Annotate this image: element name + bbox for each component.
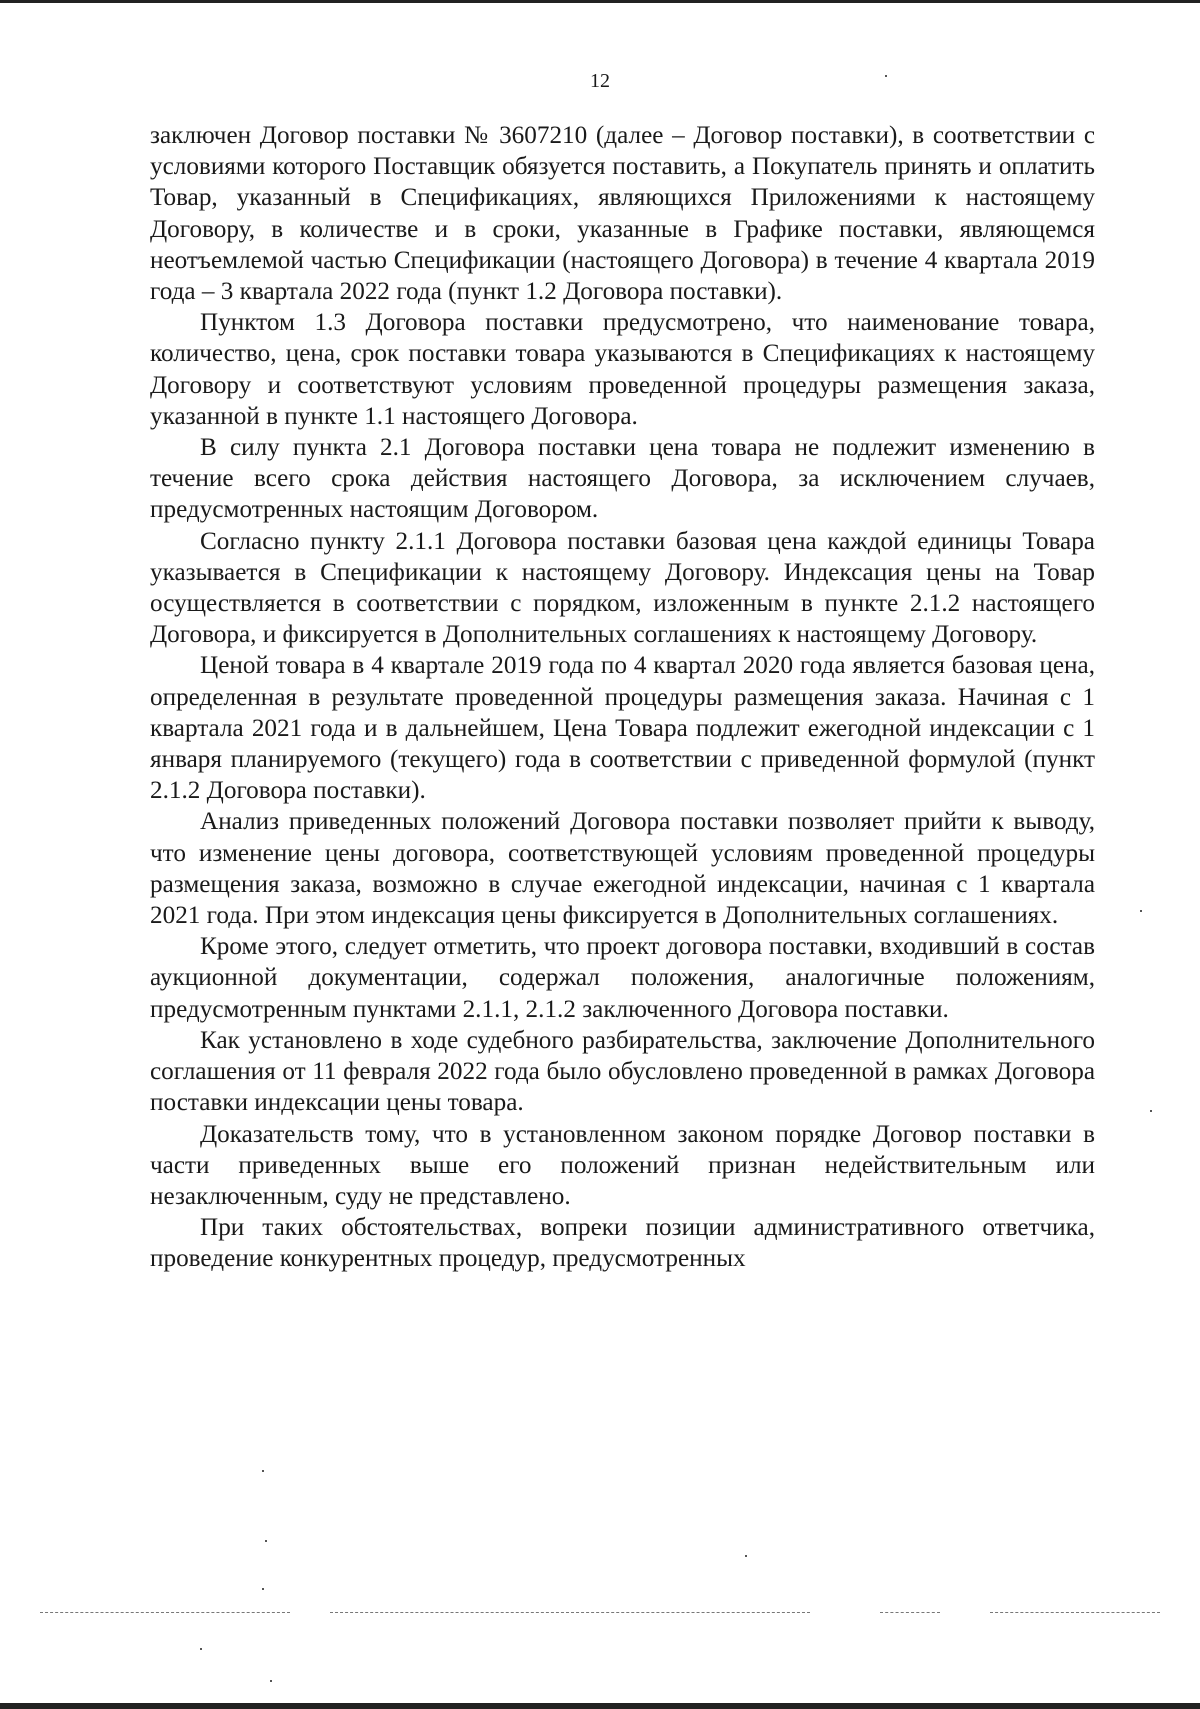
paragraph-10: При таких обстоятельствах, вопреки позиции административного ответчика, проведение конкурентных процедур, предусмотренных bbox=[150, 1214, 1095, 1273]
scan-noise-line bbox=[330, 1612, 810, 1613]
paragraph-5: Ценой товара в 4 квартале 2019 года по 4 квартал 2020 года является базовая цена, определенная в результате проведенной процедуры размещения заказа. Начиная с 1 квартала 2021 года и в дальнейшем, Цена Товара подлежит ежегодной индексации с 1 января планируемого (текущего) года в соответствии с приведенной формулой (пункт 2.1.2 Договора поставки). bbox=[150, 652, 1095, 805]
scan-top-edge bbox=[0, 0, 1200, 3]
scan-noise-dot bbox=[745, 1555, 747, 1557]
paragraph-6: Анализ приведенных положений Договора поставки позволяет прийти к выводу, что изменение цены договора, соответствующей условиям проведенной процедуры размещения заказа, возможно в случае ежегодной индексации, начиная с 1 квартала 2021 года. При этом индексация цены фиксируется в Дополнительных соглашениях. bbox=[150, 808, 1095, 930]
paragraph-2: Пунктом 1.3 Договора поставки предусмотрено, что наименование товара, количество, цена, срок поставки товара указываются в Спецификациях к настоящему Договору и соответствуют условиям проведенной процедуры размещения заказа, указанной в пункте 1.1 настоящего Договора. bbox=[150, 309, 1095, 430]
scan-bottom-edge bbox=[0, 1703, 1200, 1709]
paragraph-7: Кроме этого, следует отметить, что проект договора поставки, входивший в состав аукционной документации, содержал положения, аналогичные положениям, предусмотренным пунктами 2.1.1, 2.1.2 заключенного Договора поставки. bbox=[150, 933, 1095, 1023]
paragraph-9: Доказательств тому, что в установленном законом порядке Договор поставки в части приведенных выше его положений признан недействительным или незаключенным, суду не представлено. bbox=[150, 1120, 1095, 1210]
scan-noise-dot bbox=[270, 1680, 272, 1682]
paragraph-4: Согласно пункту 2.1.1 Договора поставки базовая цена каждой единицы Товара указывается в Спецификации к настоящему Договору. Индексация цены на Товар осуществляется в соответствии с порядком, изложенным в пункте 2.1.2 настоящего Договора, и фиксируется в Дополнительных соглашениях к настоящему Договору. bbox=[150, 527, 1095, 649]
scan-noise-dot bbox=[1140, 910, 1142, 912]
document-body bbox=[150, 120, 1095, 1275]
page-number: 12 bbox=[590, 70, 610, 92]
paragraph-1: заключен Договор поставки № 3607210 (далее – Договор поставки), в соответствии с условиями которого Поставщик обязуется поставить, а Покупатель принять и оплатить Товар, указанный в Спецификациях, являющихся Приложениями к настоящему Договору, в количестве и в сроки, указанные в Графике поставки, являющемся неотъемлемой частью Спецификации (настоящего Договора) в течение 4 квартала 2019 года – 3 квартала 2022 года (пункт 1.2 Договора поставки). bbox=[150, 122, 1095, 306]
scan-noise-dot bbox=[262, 1588, 264, 1590]
scan-noise-dot bbox=[200, 1648, 202, 1650]
paragraph-3: В силу пункта 2.1 Договора поставки цена товара не подлежит изменению в течение всего срока действия настоящего Договора, за исключением случаев, предусмотренных настоящим Договором. bbox=[150, 434, 1095, 524]
paragraph-8: Как установлено в ходе судебного разбирательства, заключение Дополнительного соглашения от 11 февраля 2022 года было обусловлено проведенной в рамках Договора поставки индексации цены товара. bbox=[150, 1026, 1095, 1117]
scan-noise-line bbox=[990, 1612, 1160, 1613]
scan-noise-line bbox=[40, 1612, 290, 1613]
scan-noise-dot bbox=[265, 1540, 267, 1542]
scan-noise-line bbox=[880, 1612, 940, 1613]
scan-noise-dot bbox=[885, 75, 887, 77]
scan-noise-dot bbox=[262, 1470, 264, 1472]
scan-noise-dot bbox=[1150, 1110, 1152, 1112]
